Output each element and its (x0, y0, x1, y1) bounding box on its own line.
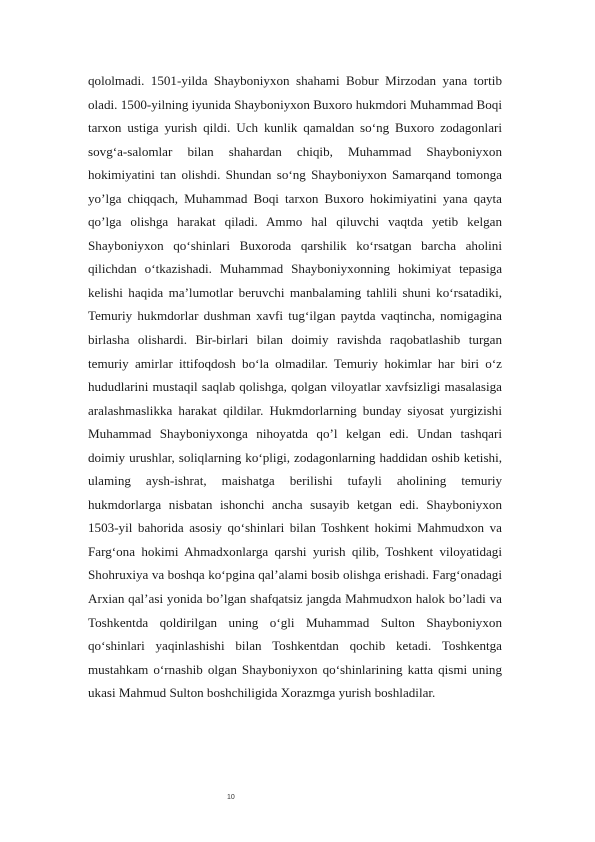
page-number: 10 (227, 794, 235, 801)
body-paragraph: qololmadi. 1501-yilda Shayboniyxon shahami Bobur Mirzodan yana tortib oladi. 1500-yilning iyunida Shayboniyxon Buxoro hukmdori Muhammad Boqi tarxon ustiga yurish qildi. Uch kunlik qamaldan so‘ng Buxoro zodagonlari sovg‘a-salomlar bilan shahardan chiqib, Muhammad Shayboniyxon hokimiyatini tan olishdi. Shundan so‘ng Shayboniyxon Samarqand tomonga yo’lga chiqqach, Muhammad Boqi tarxon Buxoro hokimiyatini yana qayta qo’lga olishga harakat qiladi. Ammo hal qiluvchi vaqtda yetib kelgan Shayboniyxon qo‘shinlari Buxoroda qarshilik ko‘rsatgan barcha aholini qilichdan o‘tkazishadi. Muhammad Shayboniyxonning hokimiyat tepasiga kelishi haqida ma’lumotlar beruvchi manbalaming tahlili shuni ko‘rsatadiki, Temuriy hukmdorlar dushman xavfi tug‘ilgan paytda vaqtincha, nomigagina birlasha olishardi. Bir-birlari bilan doimiy ravishda raqobatlashib turgan temuriy amirlar ittifoqdosh bo‘la olmadilar. Temuriy hokimlar har biri o‘z hududlarini mustaqil saqlab qolishga, qolgan viloyatlar xavfsizligi masalasiga aralashmaslikka harakat qildilar. Hukmdorlarning bunday siyosat yurgizishi Muhammad Shayboniyxonga nihoyatda qo’l kelgan edi. Undan tashqari doimiy urushlar, soliqlarning ko‘pligi, zodagonlarning haddidan oshib ketishi, ulaming aysh-ishrat, maishatga berilishi tufayli aholining temuriy hukmdorlarga nisbatan ishonchi ancha susayib ketgan edi. Shayboniyxon 1503-yil bahorida asosiy qo‘shinlari bilan Toshkent hokimi Mahmudxon va Farg‘ona hokimi Ahmadxonlarga qarshi yurish qilib, Toshkent viloyatidagi Shohruxiya va boshqa ko‘pgina qal’alami bosib olishga erishadi. Farg‘onadagi Arxian qal’asi yonida bo’lgan shafqatsiz jangda Mahmudxon halok bo’ladi va Toshkentda qoldirilgan uning o‘gli Muhammad Sulton Shayboniyxon qo‘shinlari yaqinlashishi bilan Toshkentdan qochib ketadi. Toshkentga mustahkam o‘rnashib olgan Shayboniyxon qo‘shinlarining katta qismi uning ukasi Mahmud Sulton boshchiligida Xorazmga yurish boshladilar. (88, 73, 502, 701)
